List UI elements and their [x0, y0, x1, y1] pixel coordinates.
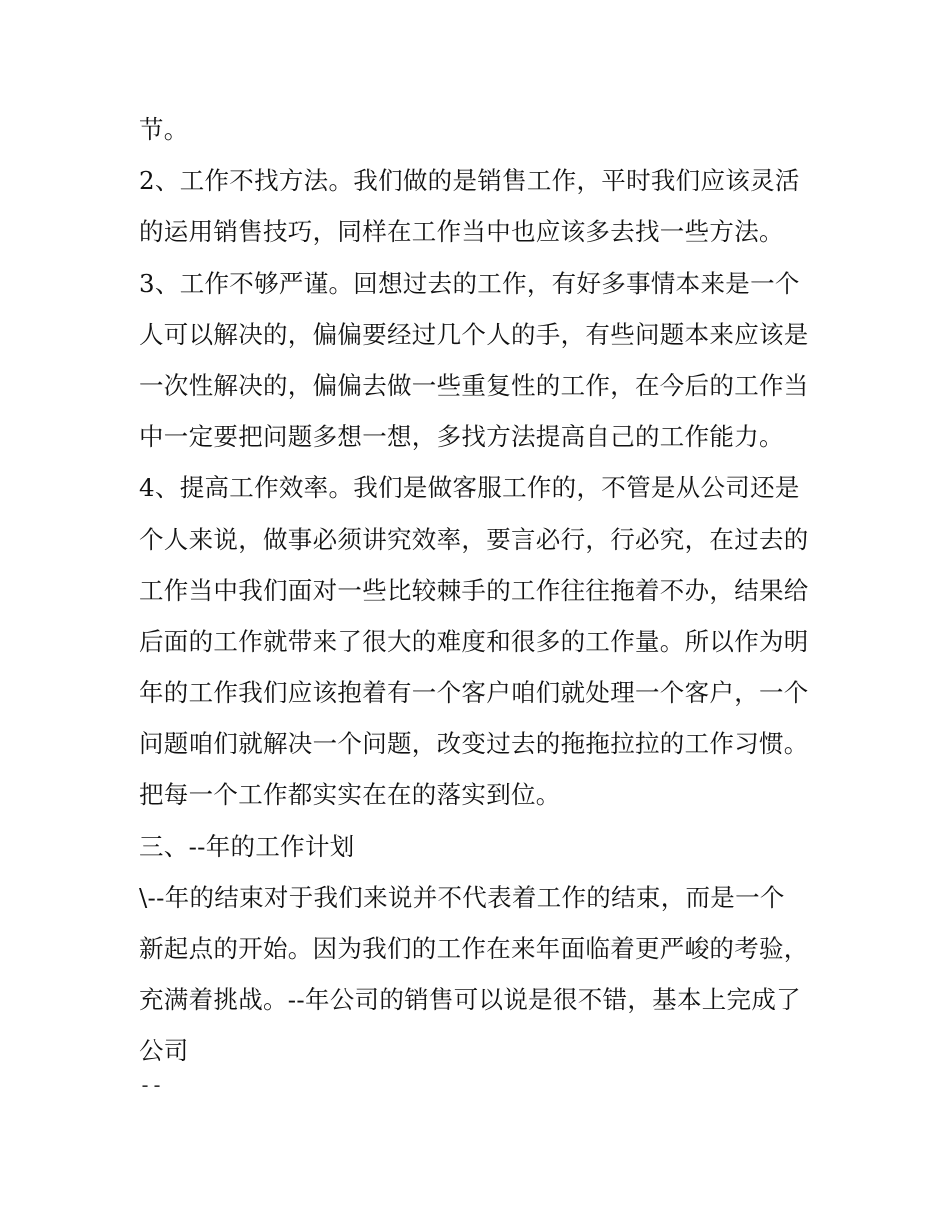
- text-line: 一次性解决的，偏偏去做一些重复性的工作，在今后的工作当: [139, 370, 809, 400]
- text-line: 的运用销售技巧，同样在工作当中也应该多去找一些方法。: [139, 217, 784, 247]
- text-line: 工作当中我们面对一些比较棘手的工作往往拖着不办，结果给: [139, 575, 809, 605]
- text-line: 2、工作不找方法。我们做的是销售工作，平时我们应该灵活: [139, 166, 800, 196]
- text-line: 年的工作我们应该抱着有一个客户咱们就处理一个客户，一个: [139, 678, 809, 708]
- text-line: 把每一个工作都实实在在的落实到位。: [139, 780, 561, 810]
- text-line: 中一定要把问题多想一想，多找方法提高自己的工作能力。: [139, 422, 784, 452]
- text-line: 节。: [139, 115, 189, 144]
- text-line: \--年的结束对于我们来说并不代表着工作的结束，而是一个: [139, 882, 785, 912]
- text-line: 后面的工作就带来了很大的难度和很多的工作量。所以作为明: [139, 626, 809, 656]
- text-line: 问题咱们就解决一个问题，改变过去的拖拖拉拉的工作习惯。: [139, 729, 809, 759]
- section-heading: 三、--年的工作计划: [139, 831, 355, 861]
- page-footer-mark: --: [139, 1073, 164, 1097]
- text-line: 充满着挑战。--年公司的销售可以说是很不错，基本上完成了: [139, 985, 801, 1015]
- text-line: 4、提高工作效率。我们是做客服工作的，不管是从公司还是: [139, 473, 800, 503]
- text-line: 公司: [139, 1036, 189, 1066]
- text-line: 新起点的开始。因为我们的工作在来年面临着更严峻的考验，: [139, 934, 809, 963]
- text-line: 个人来说，做事必须讲究效率，要言必行，行必究，在过去的: [139, 524, 809, 554]
- text-line: 3、工作不够严谨。回想过去的工作，有好多事情本来是一个: [139, 268, 800, 298]
- body-text: [139, 104, 829, 1077]
- text-line: 人可以解决的，偏偏要经过几个人的手，有些问题本来应该是: [139, 319, 809, 349]
